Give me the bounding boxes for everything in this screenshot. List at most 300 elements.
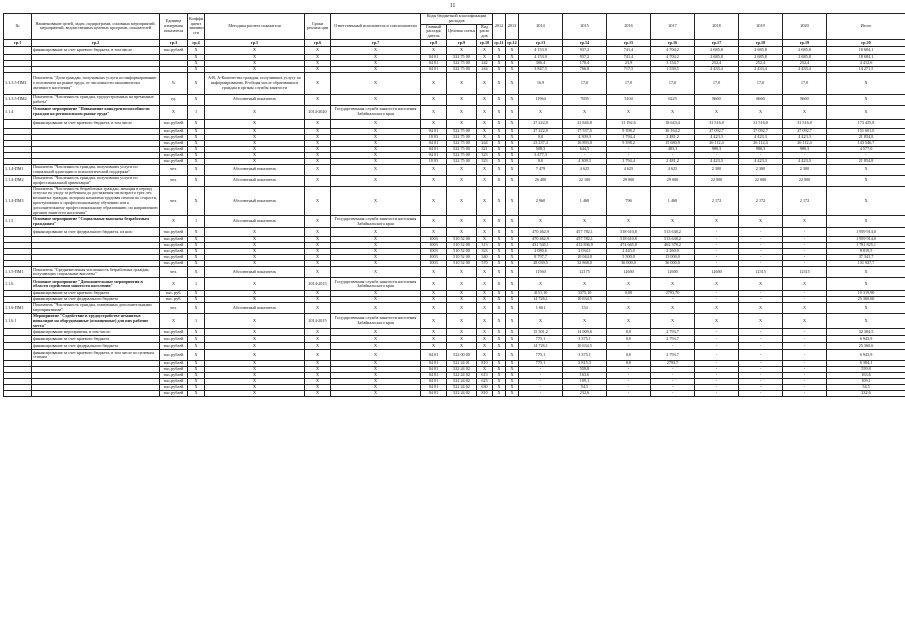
- table-cell: X: [205, 336, 305, 343]
- row-code-cell: [4, 119, 32, 128]
- table-cell: X: [305, 164, 331, 175]
- table-cell: 14 726,1: [519, 343, 563, 350]
- table-cell: X: [188, 72, 205, 94]
- table-cell: X: [447, 46, 477, 54]
- table-cell: 7 479: [519, 164, 563, 175]
- table-cell: -: [695, 329, 739, 336]
- table-cell: -: [783, 361, 827, 367]
- table-row: [4, 186, 905, 216]
- table-cell: Государственная служба занятости населения Забайкальского края: [331, 313, 421, 328]
- table-cell: 04 01: [421, 152, 447, 158]
- row-code-cell: 1.1.6: [4, 278, 32, 291]
- table-cell: X: [477, 267, 493, 278]
- table-cell: 613: [477, 373, 493, 379]
- table-cell: 17,0: [607, 72, 651, 94]
- table-cell: 2 685,8: [695, 46, 739, 54]
- table-cell: X: [563, 278, 607, 291]
- table-cell: 2 433,4: [739, 66, 783, 72]
- table-cell: X: [447, 313, 477, 328]
- table-cell: X: [305, 140, 331, 146]
- table-cell: 323: [477, 152, 493, 158]
- table-cell: X: [607, 216, 651, 228]
- table-cell: 1003: [421, 261, 447, 267]
- table-cell: -: [695, 361, 739, 367]
- table-cell: X: [188, 46, 205, 54]
- table-cell: X: [205, 329, 305, 336]
- table-cell: X: [447, 291, 477, 297]
- table-cell: 143 546,7: [827, 140, 905, 146]
- table-cell: 2 481,2: [651, 134, 695, 140]
- table-cell: тыс.рублей: [160, 255, 188, 261]
- table-cell: 04 01: [421, 140, 447, 146]
- table-cell: 1 468: [563, 186, 607, 216]
- table-cell: X: [493, 329, 506, 336]
- column-number: гр.11: [494, 39, 504, 45]
- table-cell: чел.: [160, 267, 188, 278]
- table-cell: 321: [477, 146, 493, 152]
- table-row: [4, 164, 905, 175]
- table-cell: 518 610,8: [607, 228, 651, 237]
- table-cell: X: [331, 186, 421, 216]
- table-cell: 36 000,0: [651, 261, 695, 267]
- table-cell: 109,1: [563, 379, 607, 385]
- table-cell: X: [493, 186, 506, 216]
- table-cell: X: [506, 134, 519, 140]
- row-name-cell: финансирование за счет краевого бюджета, в том числе: [32, 46, 160, 54]
- table-cell: X: [188, 66, 205, 72]
- table-cell: 163,6: [827, 373, 905, 379]
- table-cell: X: [493, 146, 506, 152]
- table-cell: X: [205, 391, 305, 397]
- table-cell: -: [739, 291, 783, 297]
- table-cell: тыс.рублей: [160, 237, 188, 243]
- table-cell: 0,0: [519, 134, 563, 140]
- table-cell: X: [493, 379, 506, 385]
- table-cell: X: [477, 367, 493, 373]
- table-cell: 522 00 00: [447, 350, 477, 361]
- row-name-cell: финансирование за счет федерального бюджета, из них:: [32, 228, 160, 237]
- table-cell: X: [827, 313, 905, 328]
- table-cell: X: [421, 303, 447, 314]
- table-cell: 1003: [421, 243, 447, 249]
- table-cell: 6 384,1: [827, 361, 905, 367]
- header-name: Наименование целей, задач, подпрограмм, основных мероприятий, мероприятий, ведомственных целевых программ, показателей: [32, 14, 160, 40]
- table-cell: X: [827, 216, 905, 228]
- table-cell: -: [739, 361, 783, 367]
- table-cell: 6225: [651, 94, 695, 105]
- table-cell: 1003: [421, 249, 447, 255]
- table-cell: X: [331, 303, 421, 314]
- table-cell: 4 577,0: [827, 146, 905, 152]
- column-number: гр.13: [519, 39, 563, 46]
- column-number: гр.8: [421, 39, 447, 46]
- table-cell: X: [188, 152, 205, 158]
- table-cell: X: [188, 379, 205, 385]
- table-cell: 10 319,90: [827, 291, 905, 297]
- table-cell: X: [331, 128, 421, 134]
- table-cell: X: [305, 291, 331, 297]
- table-cell: X: [493, 228, 506, 237]
- table-cell: X: [331, 158, 421, 164]
- table-cell: X: [695, 313, 739, 328]
- table-cell: X: [188, 261, 205, 267]
- table-cell: X: [506, 140, 519, 146]
- table-cell: X: [305, 379, 331, 385]
- table-cell: X: [331, 249, 421, 255]
- table-cell: 6 943,9: [827, 336, 905, 343]
- table-row: [4, 94, 905, 105]
- table-cell: X: [477, 119, 493, 128]
- table-cell: 1 781 825,1: [827, 243, 905, 249]
- table-cell: 522 24 02: [447, 379, 477, 385]
- table-cell: X: [305, 249, 331, 255]
- table-cell: тыс.рублей: [160, 391, 188, 397]
- table-cell: 2 260,0: [651, 249, 695, 255]
- row-code-cell: [4, 329, 32, 336]
- table-cell: 04 01: [421, 385, 447, 391]
- table-cell: 22 000: [739, 175, 783, 186]
- table-cell: X: [493, 267, 506, 278]
- table-cell: X: [331, 152, 421, 158]
- header-no: №: [4, 14, 32, 40]
- table-cell: X: [305, 237, 331, 243]
- table-cell: 17,0: [563, 72, 607, 94]
- table-cell: 4 423,3: [783, 134, 827, 140]
- table-cell: 109,1: [827, 379, 905, 385]
- table-cell: -: [783, 261, 827, 267]
- table-cell: X: [506, 291, 519, 297]
- table-cell: 163,6: [563, 373, 607, 379]
- table-cell: 2 080,6: [519, 249, 563, 255]
- table-cell: -: [739, 367, 783, 373]
- table-cell: -: [695, 373, 739, 379]
- table-cell: X: [205, 140, 305, 146]
- header-term: Сроки реализа ции: [305, 14, 331, 40]
- table-cell: X: [421, 336, 447, 343]
- table-cell: чел.: [160, 164, 188, 175]
- header-total: Итого: [827, 14, 905, 40]
- table-cell: 2 300: [739, 164, 783, 175]
- table-cell: 9 398,2: [607, 140, 651, 146]
- table-cell: 27 222,0: [519, 128, 563, 134]
- table-cell: 12175: [563, 267, 607, 278]
- table-cell: X: [188, 249, 205, 255]
- table-cell: -: [739, 261, 783, 267]
- table-cell: X: [783, 105, 827, 119]
- row-code-cell: [4, 391, 32, 397]
- table-cell: X: [305, 175, 331, 186]
- table-cell: X: [477, 329, 493, 336]
- table-cell: X: [331, 140, 421, 146]
- table-cell: X: [331, 329, 421, 336]
- table-cell: X: [493, 158, 506, 164]
- table-cell: X: [331, 60, 421, 66]
- header-year-2020: 2020: [783, 14, 827, 40]
- table-cell: 2 793,7: [651, 336, 695, 343]
- table-row: [4, 216, 905, 228]
- table-cell: 522 75 00: [447, 134, 477, 140]
- row-code-cell: 1.1.3.5-ПМ1: [4, 72, 32, 94]
- table-cell: 11560: [519, 267, 563, 278]
- header-code-manager: Главный распоря дитель: [421, 24, 447, 39]
- row-code-cell: 1.1.5: [4, 216, 32, 228]
- table-cell: 3 375,1: [563, 336, 607, 343]
- table-cell: 31 516,0: [783, 119, 827, 128]
- table-cell: 16 893,0: [563, 140, 607, 146]
- table-cell: 513 638,2: [651, 237, 695, 243]
- table-cell: X: [447, 228, 477, 237]
- table-cell: 12315: [739, 267, 783, 278]
- table-cell: 8660: [783, 94, 827, 105]
- table-cell: 522 24 02: [447, 385, 477, 391]
- table-cell: 232,6: [563, 391, 607, 397]
- table-cell: 431 545,1: [519, 243, 563, 249]
- column-number: гр.15: [607, 39, 651, 46]
- table-cell: X: [331, 54, 421, 60]
- table-cell: 04 01: [421, 54, 447, 60]
- table-cell: X: [447, 303, 477, 314]
- table-cell: X: [493, 94, 506, 105]
- table-cell: X: [506, 267, 519, 278]
- table-cell: 252,4: [783, 60, 827, 66]
- table-body: [4, 46, 905, 396]
- table-cell: 2 685,8: [783, 54, 827, 60]
- table-cell: X: [421, 164, 447, 175]
- row-code-cell: 1.1.3.5-ПМ2: [4, 94, 32, 105]
- table-cell: 323: [477, 158, 493, 164]
- table-cell: X: [305, 158, 331, 164]
- table-cell: X: [506, 72, 519, 94]
- table-cell: X: [331, 336, 421, 343]
- table-cell: -: [695, 228, 739, 237]
- table-cell: 522 75 00: [447, 66, 477, 72]
- table-row: [4, 175, 905, 186]
- table-cell: -: [695, 237, 739, 243]
- table-cell: 18 643,4: [651, 119, 695, 128]
- table-cell: 323: [477, 249, 493, 255]
- table-cell: Абсолютный показатель: [205, 164, 305, 175]
- table-cell: X: [447, 186, 477, 216]
- table-cell: -: [651, 385, 695, 391]
- table-cell: 3 154,7: [651, 60, 695, 66]
- table-cell: X: [739, 105, 783, 119]
- table-cell: X: [188, 243, 205, 249]
- table-cell: X: [305, 350, 331, 361]
- table-cell: Государственная служба занятости населения Забайкальского края: [331, 105, 421, 119]
- table-cell: 23,9: [607, 60, 651, 66]
- table-cell: X: [188, 140, 205, 146]
- table-cell: X: [188, 267, 205, 278]
- table-cell: X: [331, 373, 421, 379]
- row-name-cell: Мероприятие "Содействие в трудоустройстве незанятых инвалидов на оборудованные (оснащенные) для них рабочие места": [32, 313, 160, 328]
- table-cell: 6 943,9: [827, 350, 905, 361]
- table-cell: -: [739, 255, 783, 261]
- table-cell: X: [506, 152, 519, 158]
- table-cell: 54,5: [827, 385, 905, 391]
- table-cell: 1 959 914,0: [827, 228, 905, 237]
- table-cell: 21 846,8: [563, 119, 607, 128]
- table-cell: X: [331, 164, 421, 175]
- table-cell: 10 03: [421, 158, 447, 164]
- table-cell: X: [188, 134, 205, 140]
- table-cell: X: [607, 105, 651, 119]
- table-cell: X: [205, 261, 305, 267]
- table-cell: X: [205, 243, 305, 249]
- table-cell: 36 000,0: [607, 261, 651, 267]
- table-cell: X: [447, 119, 477, 128]
- table-cell: X: [695, 303, 739, 314]
- table-row: [4, 228, 905, 237]
- table-cell: 29 000: [651, 175, 695, 186]
- column-number: гр.5: [205, 39, 305, 46]
- table-cell: Абсолютный показатель: [205, 216, 305, 228]
- table-cell: -: [739, 343, 783, 350]
- table-row: [4, 303, 905, 314]
- table-cell: X: [493, 164, 506, 175]
- table-cell: -: [739, 373, 783, 379]
- table-cell: X: [205, 278, 305, 291]
- table-cell: X: [421, 343, 447, 350]
- table-cell: X: [827, 267, 905, 278]
- table-cell: 2 685,8: [739, 46, 783, 54]
- table-cell: 0,0: [607, 350, 651, 361]
- table-cell: 510 52 00: [447, 255, 477, 261]
- table-cell: X: [188, 255, 205, 261]
- table-cell: 26 400: [519, 175, 563, 186]
- column-number: гр.12: [507, 39, 517, 45]
- table-cell: X: [188, 391, 205, 397]
- table-cell: 0,0: [607, 329, 651, 336]
- table-cell: X: [331, 134, 421, 140]
- table-cell: 23 237,4: [519, 140, 563, 146]
- table-cell: тыс.рублей: [160, 152, 188, 158]
- table-cell: 937,2: [563, 46, 607, 54]
- table-cell: -: [607, 297, 651, 303]
- table-cell: Государственная служба занятости населения Забайкальского края: [331, 216, 421, 228]
- header-year-2019: 2019: [739, 14, 783, 40]
- table-cell: 10 044,0: [563, 255, 607, 261]
- table-cell: X: [421, 313, 447, 328]
- table-cell: тыс.рублей: [160, 385, 188, 391]
- table-cell: X: [506, 329, 519, 336]
- table-cell: X: [493, 237, 506, 243]
- table-cell: X: [188, 237, 205, 243]
- table-cell: 31 516,0: [739, 119, 783, 128]
- table-cell: X: [493, 105, 506, 119]
- table-cell: -: [695, 385, 739, 391]
- table-cell: 12600: [695, 267, 739, 278]
- table-cell: тыс.рублей: [160, 140, 188, 146]
- table-cell: X: [506, 385, 519, 391]
- column-number: гр.14: [563, 39, 607, 46]
- table-cell: X: [477, 94, 493, 105]
- table-cell: -: [607, 373, 651, 379]
- table-cell: X: [421, 291, 447, 297]
- table-cell: 2 481,2: [651, 158, 695, 164]
- table-cell: X: [493, 243, 506, 249]
- table-cell: X: [493, 303, 506, 314]
- table-cell: 1 468: [651, 186, 695, 216]
- table-cell: Абсолютный показатель: [205, 267, 305, 278]
- table-cell: 2 172: [695, 186, 739, 216]
- table-cell: 04 01: [421, 373, 447, 379]
- table-cell: -: [783, 237, 827, 243]
- table-cell: -: [783, 291, 827, 297]
- table-cell: 04 01: [421, 66, 447, 72]
- table-cell: X: [421, 228, 447, 237]
- table-cell: X: [506, 175, 519, 186]
- table-cell: 2 793,7: [651, 329, 695, 336]
- table-cell: X: [493, 152, 506, 158]
- table-cell: X: [188, 350, 205, 361]
- table-cell: Государственная служба занятости населения Забайкальского края: [331, 278, 421, 291]
- table-cell: X: [205, 350, 305, 361]
- table-cell: 2 433,4: [783, 66, 827, 72]
- table-cell: X: [493, 343, 506, 350]
- table-cell: X: [160, 278, 188, 291]
- table-cell: X: [506, 237, 519, 243]
- table-cell: X: [563, 216, 607, 228]
- table-cell: X: [188, 128, 205, 134]
- table-cell: тыс.рублей: [160, 119, 188, 128]
- table-cell: чел.: [160, 175, 188, 186]
- table-cell: X: [519, 278, 563, 291]
- table-cell: X: [477, 237, 493, 243]
- table-cell: X: [447, 105, 477, 119]
- table-row: [4, 313, 905, 328]
- table-cell: X: [305, 72, 331, 94]
- header-year-2013: 2013: [506, 14, 519, 40]
- table-cell: 4 423,3: [739, 158, 783, 164]
- table-cell: 18 684,1: [827, 54, 905, 60]
- column-number: гр.6: [305, 39, 331, 46]
- table-cell: тыс.рублей: [160, 261, 188, 267]
- table-cell: X: [563, 313, 607, 328]
- table-cell: 04 01: [421, 391, 447, 397]
- table-cell: 2014-2015: [305, 313, 331, 328]
- table-cell: X: [506, 216, 519, 228]
- table-cell: 313: [477, 243, 493, 249]
- table-cell: X: [305, 391, 331, 397]
- table-cell: 4 423,3: [783, 158, 827, 164]
- table-cell: -: [739, 391, 783, 397]
- table-row: [4, 46, 905, 54]
- table-cell: 3 375,1: [563, 350, 607, 361]
- table-cell: 810: [477, 361, 493, 367]
- table-cell: X: [305, 361, 331, 367]
- table-cell: -: [651, 297, 695, 303]
- table-cell: X: [331, 119, 421, 128]
- table-cell: -: [739, 152, 783, 158]
- table-cell: X: [477, 278, 493, 291]
- table-cell: X: [506, 54, 519, 60]
- column-number: гр.16: [651, 39, 695, 46]
- table-cell: X: [739, 216, 783, 228]
- table-cell: 522 75 00: [447, 158, 477, 164]
- table-cell: 570: [477, 261, 493, 267]
- table-cell: X: [447, 336, 477, 343]
- table-cell: 2 815,3: [563, 361, 607, 367]
- table-cell: 12600: [651, 267, 695, 278]
- table-cell: X: [188, 303, 205, 314]
- table-cell: 17,0: [739, 72, 783, 94]
- table-cell: X: [739, 278, 783, 291]
- table-cell: 04 01: [421, 350, 447, 361]
- table-cell: X: [493, 46, 506, 54]
- table-cell: -: [783, 243, 827, 249]
- table-cell: Абсолютный показатель: [205, 186, 305, 216]
- table-cell: X: [651, 303, 695, 314]
